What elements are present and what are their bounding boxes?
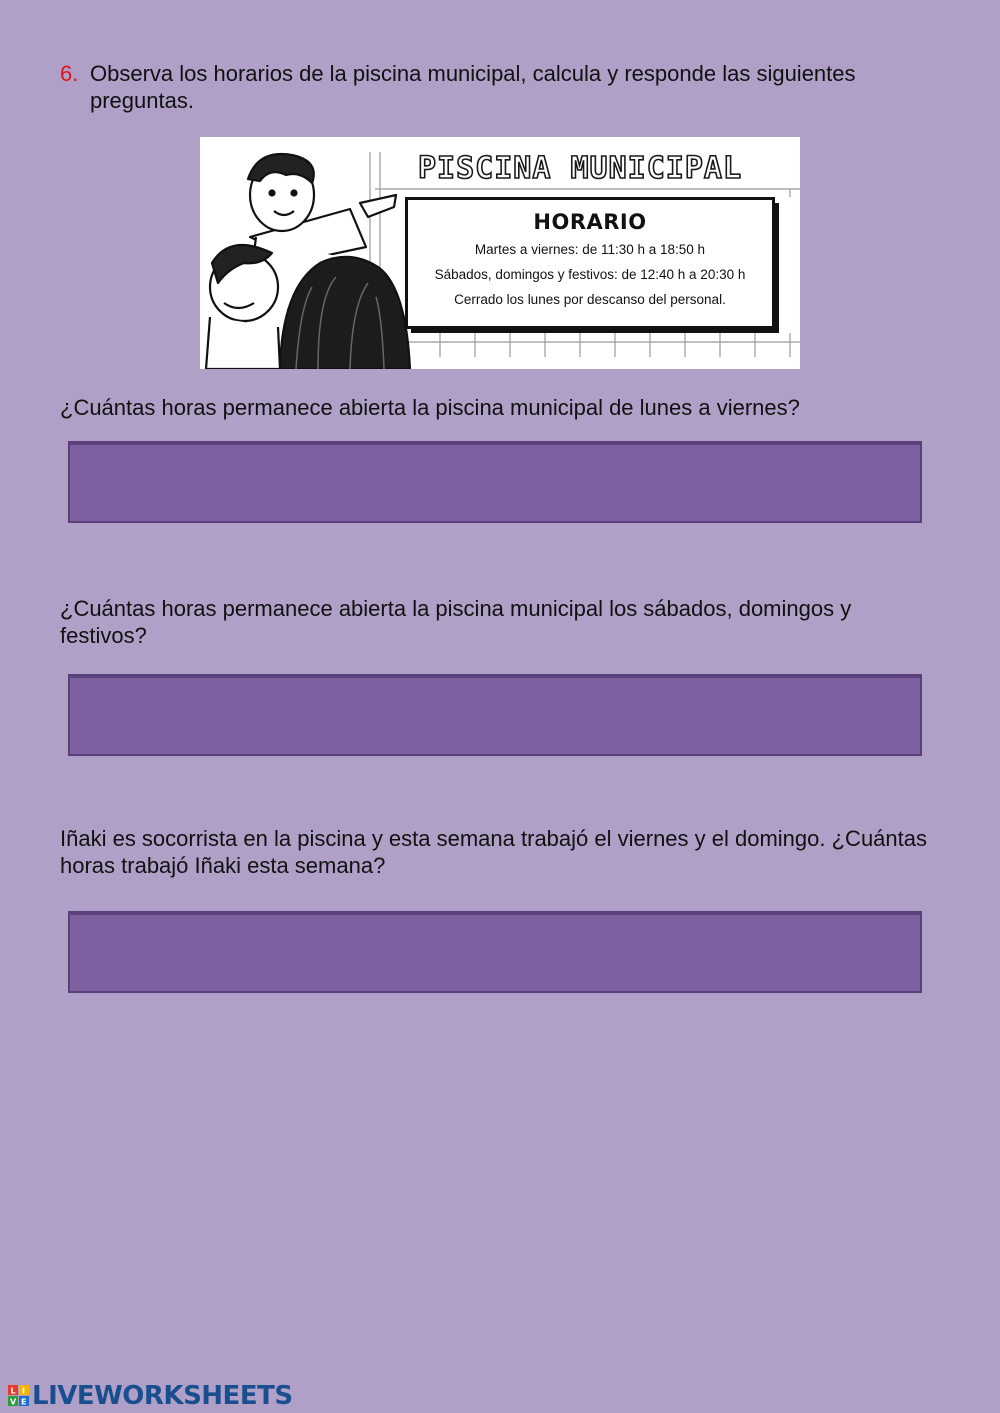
schedule-heading: HORARIO [533, 210, 647, 234]
schedule-panel [405, 197, 775, 329]
answer-input-2[interactable] [70, 676, 920, 754]
answer-box-2[interactable] [68, 674, 922, 756]
schedule-weekend-hours: Sábados, domingos y festivos: de 12:40 h a 20:30 h [434, 267, 746, 282]
question-2-text: ¿Cuántas horas permanece abierta la piscina municipal los sábados, domingos y festivos? [60, 596, 852, 648]
question-3-text: Iñaki es socorrista en la piscina y esta semana trabajó el viernes y el domingo. ¿Cuántas horas trabajó Iñaki esta semana? [60, 826, 927, 878]
svg-text:I: I [22, 1386, 25, 1396]
live-badge-icon [8, 1385, 30, 1407]
exercise-instructions: Observa los horarios de la piscina municipal, calcula y responde las siguientes preguntas. [90, 61, 856, 113]
svg-text:V: V [10, 1397, 17, 1407]
pool-schedule-illustration [200, 137, 800, 369]
answer-input-3[interactable] [70, 913, 920, 991]
answer-input-1[interactable] [70, 443, 920, 521]
schedule-weekday-hours: Martes a viernes: de 11:30 h a 18:50 h [474, 242, 706, 257]
svg-text:E: E [21, 1397, 27, 1407]
svg-text:L: L [10, 1386, 16, 1396]
liveworksheets-brand: LIVEWORKSHEETS [32, 1381, 293, 1411]
liveworksheets-logo[interactable] [8, 1381, 293, 1411]
exercise-number: 6. [60, 61, 79, 86]
exercise-header [60, 60, 940, 114]
schedule-closed-note: Cerrado los lunes por descanso del personal. [454, 292, 726, 307]
answer-box-3[interactable] [68, 911, 922, 993]
question-1-text: ¿Cuántas horas permanece abierta la piscina municipal de lunes a viernes? [60, 395, 800, 420]
answer-box-1[interactable] [68, 441, 922, 523]
pool-sign-title: PISCINA MUNICIPAL [417, 151, 743, 186]
